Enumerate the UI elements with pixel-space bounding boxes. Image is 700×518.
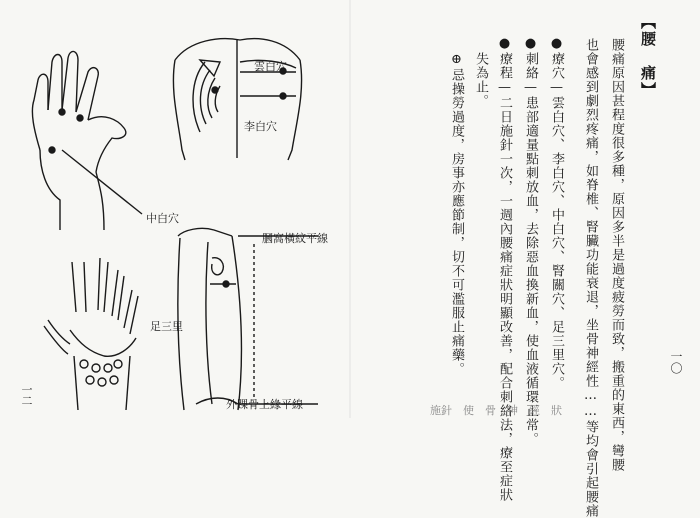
body-line-2: 也會感到劇烈疼痛，如脊椎、腎臟功能衰退，坐骨神經性……等均會引起腰痛 bbox=[583, 38, 598, 518]
label-knee-line: 膕窩橫紋平線 bbox=[262, 232, 328, 245]
right-page-number: 一〇 bbox=[669, 350, 683, 374]
bullet-line-3 bbox=[496, 36, 512, 502]
bullet-text: 療程—二日施針一次，一週內腰痛症狀明顯改善，配合刺絡法，療至症狀 bbox=[497, 52, 512, 502]
zhongbai-leader-line bbox=[62, 150, 142, 214]
label-ankle-line: 外踝骨上緣平線 bbox=[226, 398, 303, 411]
left-page-number: 一二 bbox=[20, 384, 33, 406]
torso-figure bbox=[173, 39, 301, 160]
bullet-text: 忌操勞過度，房事亦應節制，切不可濫服止痛藥。 bbox=[449, 68, 464, 376]
bullet-mark: ● bbox=[523, 36, 538, 52]
bullet-line-4 bbox=[472, 52, 488, 108]
bullet-line-2 bbox=[522, 36, 538, 446]
bullet-text: 療穴—雲白穴、李白穴、中白穴、腎關穴、足三里穴。 bbox=[549, 52, 564, 390]
bullet-mark: ● bbox=[497, 36, 512, 52]
body-line-1: 腰痛原因甚程度很多種，原因多半是過度疲勞而致，搬重的東西，彎腰 bbox=[609, 38, 624, 472]
hand-dorsal-figure bbox=[32, 51, 125, 230]
label-yunbai: 雲白穴 bbox=[254, 60, 287, 73]
right-page bbox=[350, 0, 700, 518]
left-page bbox=[0, 0, 350, 418]
label-zhongbai: 中白穴 bbox=[146, 212, 179, 225]
bullet-line-5 bbox=[448, 52, 464, 376]
acupuncture-illustration bbox=[0, 0, 350, 418]
bullet-text: 刺絡—患部適量點刺放血，去除惡血換新血，使血液循環正常。 bbox=[523, 52, 538, 446]
bullet-mark: ⊕ bbox=[449, 52, 464, 68]
bottom-fragment: 施針 使 骨 神 經 狀 bbox=[430, 404, 562, 417]
bullet-mark: ● bbox=[549, 36, 564, 52]
bullet-text: 失為止。 bbox=[473, 52, 488, 108]
bullet-line-1 bbox=[548, 36, 564, 390]
label-libai: 李白穴 bbox=[244, 120, 277, 133]
hand-skeleton-figure bbox=[44, 258, 138, 410]
leg-figure bbox=[178, 228, 318, 410]
section-title: 【腰 痛】 bbox=[639, 14, 657, 99]
label-zusanli: 足三里 bbox=[150, 320, 183, 333]
